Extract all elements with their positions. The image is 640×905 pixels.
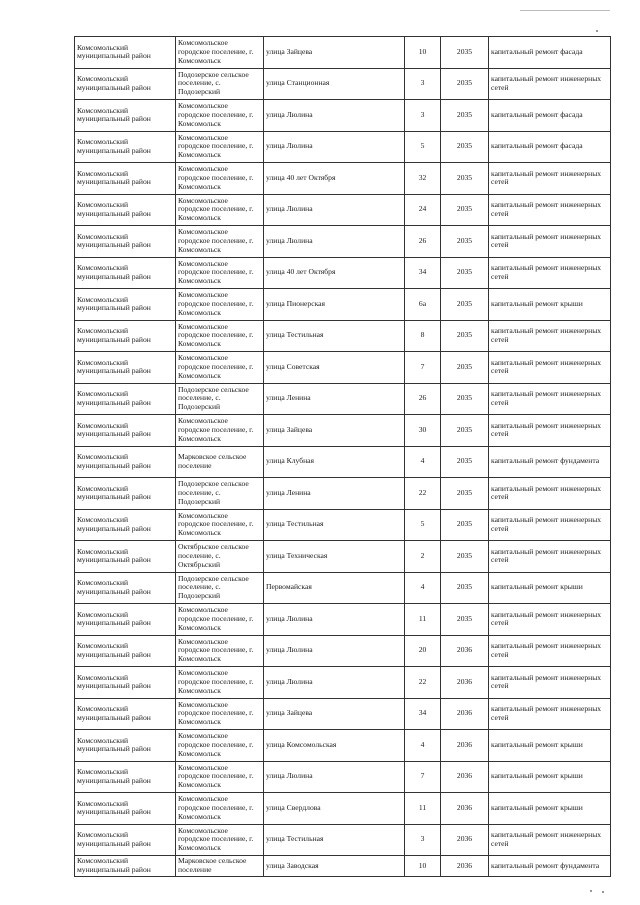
settlement-cell: Комсомольское городское поселение, г. Комсомольск (176, 509, 264, 541)
year-cell: 2036 (441, 730, 489, 762)
year-cell: 2035 (441, 446, 489, 478)
building-number-cell: 10 (405, 856, 441, 877)
table-row (75, 194, 611, 226)
work-type-cell: капитальный ремонт инженерных сетей (489, 824, 611, 856)
scan-dust-dot (596, 30, 598, 32)
table-row (75, 698, 611, 730)
building-number-cell: 22 (405, 478, 441, 510)
district-cell: Комсомольский муниципальный район (75, 226, 176, 258)
year-cell: 2036 (441, 635, 489, 667)
work-type-cell: капитальный ремонт инженерных сетей (489, 667, 611, 699)
settlement-cell: Подозерское сельское поселение, с. Подозерский (176, 383, 264, 415)
year-cell: 2035 (441, 163, 489, 195)
street-cell: улица Тестильная (264, 320, 405, 352)
district-cell: Комсомольский муниципальный район (75, 100, 176, 132)
street-cell: улица Клубная (264, 446, 405, 478)
table-row (75, 541, 611, 573)
settlement-cell: Комсомольское городское поселение, г. Комсомольск (176, 793, 264, 825)
table-row (75, 730, 611, 762)
work-type-cell: капитальный ремонт инженерных сетей (489, 383, 611, 415)
work-type-cell: капитальный ремонт инженерных сетей (489, 509, 611, 541)
street-cell: улица Тестильная (264, 824, 405, 856)
street-cell: улица Люлина (264, 100, 405, 132)
year-cell: 2035 (441, 415, 489, 447)
scan-dust-dot (602, 891, 604, 893)
settlement-cell: Комсомольское городское поселение, г. Комсомольск (176, 257, 264, 289)
street-cell: улица 40 лет Октября (264, 163, 405, 195)
table-row (75, 257, 611, 289)
settlement-cell: Комсомольское городское поселение, г. Комсомольск (176, 415, 264, 447)
settlement-cell: Комсомольское городское поселение, г. Комсомольск (176, 131, 264, 163)
street-cell: улица Люлина (264, 761, 405, 793)
building-number-cell: 3 (405, 100, 441, 132)
year-cell: 2035 (441, 541, 489, 573)
settlement-cell: Комсомольское городское поселение, г. Комсомольск (176, 635, 264, 667)
table-row (75, 667, 611, 699)
year-cell: 2036 (441, 793, 489, 825)
district-cell: Комсомольский муниципальный район (75, 824, 176, 856)
district-cell: Комсомольский муниципальный район (75, 352, 176, 384)
building-number-cell: 30 (405, 415, 441, 447)
settlement-cell: Подозерское сельское поселение, с. Подозерский (176, 572, 264, 604)
building-number-cell: 11 (405, 793, 441, 825)
year-cell: 2035 (441, 68, 489, 100)
year-cell: 2035 (441, 572, 489, 604)
street-cell: улица Комсомольская (264, 730, 405, 762)
district-cell: Комсомольский муниципальный район (75, 793, 176, 825)
street-cell: улица Люлина (264, 226, 405, 258)
work-type-cell: капитальный ремонт инженерных сетей (489, 698, 611, 730)
table-row (75, 226, 611, 258)
building-number-cell: 3 (405, 68, 441, 100)
settlement-cell: Комсомольское городское поселение, г. Комсомольск (176, 100, 264, 132)
building-number-cell: 26 (405, 383, 441, 415)
district-cell: Комсомольский муниципальный район (75, 289, 176, 321)
work-type-cell: капитальный ремонт инженерных сетей (489, 226, 611, 258)
settlement-cell: Подозерское сельское поселение, с. Подозерский (176, 68, 264, 100)
building-number-cell: 4 (405, 446, 441, 478)
work-type-cell: капитальный ремонт инженерных сетей (489, 604, 611, 636)
table-row (75, 509, 611, 541)
work-type-cell: капитальный ремонт инженерных сетей (489, 478, 611, 510)
district-cell: Комсомольский муниципальный район (75, 320, 176, 352)
building-number-cell: 24 (405, 194, 441, 226)
street-cell: улица Зайцева (264, 415, 405, 447)
year-cell: 2035 (441, 100, 489, 132)
street-cell: улица Зайцева (264, 698, 405, 730)
settlement-cell: Комсомольское городское поселение, г. Комсомольск (176, 761, 264, 793)
street-cell: улица Люлина (264, 604, 405, 636)
scan-artifact-line (520, 10, 610, 11)
district-cell: Комсомольский муниципальный район (75, 478, 176, 510)
building-number-cell: 34 (405, 698, 441, 730)
street-cell: улица Советская (264, 352, 405, 384)
year-cell: 2035 (441, 194, 489, 226)
street-cell: улица Заводская (264, 856, 405, 877)
street-cell: улица Свердлова (264, 793, 405, 825)
settlement-cell: Марковское сельское поселение (176, 856, 264, 877)
work-type-cell: капитальный ремонт инженерных сетей (489, 194, 611, 226)
building-number-cell: 5 (405, 131, 441, 163)
settlement-cell: Комсомольское городское поселение, г. Комсомольск (176, 289, 264, 321)
settlement-cell: Комсомольское городское поселение, г. Комсомольск (176, 824, 264, 856)
building-number-cell: 32 (405, 163, 441, 195)
work-type-cell: капитальный ремонт инженерных сетей (489, 257, 611, 289)
table-body (75, 37, 611, 877)
settlement-cell: Комсомольское городское поселение, г. Комсомольск (176, 698, 264, 730)
year-cell: 2035 (441, 352, 489, 384)
year-cell: 2036 (441, 761, 489, 793)
table-row (75, 383, 611, 415)
repair-schedule-table (74, 36, 611, 877)
table-row (75, 793, 611, 825)
work-type-cell: капитальный ремонт фасада (489, 100, 611, 132)
district-cell: Комсомольский муниципальный район (75, 194, 176, 226)
building-number-cell: 10 (405, 37, 441, 69)
table-row (75, 761, 611, 793)
work-type-cell: капитальный ремонт фундамента (489, 446, 611, 478)
district-cell: Комсомольский муниципальный район (75, 856, 176, 877)
settlement-cell: Подозерское сельское поселение, с. Подозерский (176, 478, 264, 510)
work-type-cell: капитальный ремонт крыши (489, 793, 611, 825)
settlement-cell: Октябрьское сельское поселение, с. Октябрьский (176, 541, 264, 573)
district-cell: Комсомольский муниципальный район (75, 383, 176, 415)
building-number-cell: 22 (405, 667, 441, 699)
table-row (75, 320, 611, 352)
building-number-cell: 7 (405, 761, 441, 793)
table-row (75, 289, 611, 321)
building-number-cell: 4 (405, 572, 441, 604)
building-number-cell: 2 (405, 541, 441, 573)
district-cell: Комсомольский муниципальный район (75, 446, 176, 478)
year-cell: 2035 (441, 509, 489, 541)
district-cell: Комсомольский муниципальный район (75, 163, 176, 195)
table-row (75, 824, 611, 856)
district-cell: Комсомольский муниципальный район (75, 667, 176, 699)
district-cell: Комсомольский муниципальный район (75, 541, 176, 573)
street-cell: улица Люлина (264, 194, 405, 226)
settlement-cell: Марковское сельское поселение (176, 446, 264, 478)
district-cell: Комсомольский муниципальный район (75, 604, 176, 636)
year-cell: 2035 (441, 226, 489, 258)
building-number-cell: 26 (405, 226, 441, 258)
district-cell: Комсомольский муниципальный район (75, 37, 176, 69)
year-cell: 2036 (441, 856, 489, 877)
building-number-cell: 20 (405, 635, 441, 667)
table-row (75, 604, 611, 636)
year-cell: 2036 (441, 824, 489, 856)
settlement-cell: Комсомольское городское поселение, г. Комсомольск (176, 667, 264, 699)
work-type-cell: капитальный ремонт инженерных сетей (489, 415, 611, 447)
year-cell: 2036 (441, 667, 489, 699)
building-number-cell: 34 (405, 257, 441, 289)
settlement-cell: Комсомольское городское поселение, г. Комсомольск (176, 320, 264, 352)
street-cell: Первомайская (264, 572, 405, 604)
year-cell: 2035 (441, 131, 489, 163)
street-cell: улица Тестильная (264, 509, 405, 541)
year-cell: 2035 (441, 604, 489, 636)
table-row (75, 478, 611, 510)
year-cell: 2035 (441, 383, 489, 415)
settlement-cell: Комсомольское городское поселение, г. Комсомольск (176, 226, 264, 258)
year-cell: 2035 (441, 37, 489, 69)
year-cell: 2035 (441, 478, 489, 510)
street-cell: улица Станционная (264, 68, 405, 100)
work-type-cell: капитальный ремонт инженерных сетей (489, 163, 611, 195)
table-row (75, 163, 611, 195)
building-number-cell: 4 (405, 730, 441, 762)
table-row (75, 572, 611, 604)
street-cell: улица Зайцева (264, 37, 405, 69)
work-type-cell: капитальный ремонт инженерных сетей (489, 541, 611, 573)
district-cell: Комсомольский муниципальный район (75, 730, 176, 762)
work-type-cell: капитальный ремонт крыши (489, 572, 611, 604)
table-row (75, 100, 611, 132)
street-cell: улица 40 лет Октября (264, 257, 405, 289)
building-number-cell: 8 (405, 320, 441, 352)
work-type-cell: капитальный ремонт фасада (489, 131, 611, 163)
district-cell: Комсомольский муниципальный район (75, 68, 176, 100)
settlement-cell: Комсомольское городское поселение, г. Комсомольск (176, 604, 264, 636)
table-row (75, 68, 611, 100)
street-cell: улица Люлина (264, 635, 405, 667)
settlement-cell: Комсомольское городское поселение, г. Комсомольск (176, 194, 264, 226)
street-cell: улица Пионерская (264, 289, 405, 321)
district-cell: Комсомольский муниципальный район (75, 131, 176, 163)
year-cell: 2036 (441, 698, 489, 730)
street-cell: улица Техническая (264, 541, 405, 573)
table-row (75, 131, 611, 163)
work-type-cell: капитальный ремонт инженерных сетей (489, 320, 611, 352)
year-cell: 2035 (441, 257, 489, 289)
work-type-cell: капитальный ремонт инженерных сетей (489, 635, 611, 667)
work-type-cell: капитальный ремонт инженерных сетей (489, 68, 611, 100)
district-cell: Комсомольский муниципальный район (75, 257, 176, 289)
building-number-cell: 3 (405, 824, 441, 856)
year-cell: 2035 (441, 289, 489, 321)
building-number-cell: 5 (405, 509, 441, 541)
settlement-cell: Комсомольское городское поселение, г. Комсомольск (176, 352, 264, 384)
district-cell: Комсомольский муниципальный район (75, 509, 176, 541)
year-cell: 2035 (441, 320, 489, 352)
settlement-cell: Комсомольское городское поселение, г. Комсомольск (176, 730, 264, 762)
street-cell: улица Люлина (264, 667, 405, 699)
district-cell: Комсомольский муниципальный район (75, 761, 176, 793)
building-number-cell: 6а (405, 289, 441, 321)
district-cell: Комсомольский муниципальный район (75, 415, 176, 447)
work-type-cell: капитальный ремонт крыши (489, 289, 611, 321)
table-row (75, 352, 611, 384)
table-row (75, 856, 611, 877)
work-type-cell: капитальный ремонт фундамента (489, 856, 611, 877)
scan-dust-dot (590, 890, 592, 892)
district-cell: Комсомольский муниципальный район (75, 635, 176, 667)
settlement-cell: Комсомольское городское поселение, г. Комсомольск (176, 37, 264, 69)
district-cell: Комсомольский муниципальный район (75, 572, 176, 604)
work-type-cell: капитальный ремонт фасада (489, 37, 611, 69)
table-row (75, 37, 611, 69)
street-cell: улица Люлина (264, 131, 405, 163)
work-type-cell: капитальный ремонт крыши (489, 730, 611, 762)
work-type-cell: капитальный ремонт инженерных сетей (489, 352, 611, 384)
settlement-cell: Комсомольское городское поселение, г. Комсомольск (176, 163, 264, 195)
table-row (75, 415, 611, 447)
street-cell: улица Ленина (264, 383, 405, 415)
district-cell: Комсомольский муниципальный район (75, 698, 176, 730)
work-type-cell: капитальный ремонт крыши (489, 761, 611, 793)
table-row (75, 446, 611, 478)
table-row (75, 635, 611, 667)
building-number-cell: 11 (405, 604, 441, 636)
street-cell: улица Ленина (264, 478, 405, 510)
building-number-cell: 7 (405, 352, 441, 384)
